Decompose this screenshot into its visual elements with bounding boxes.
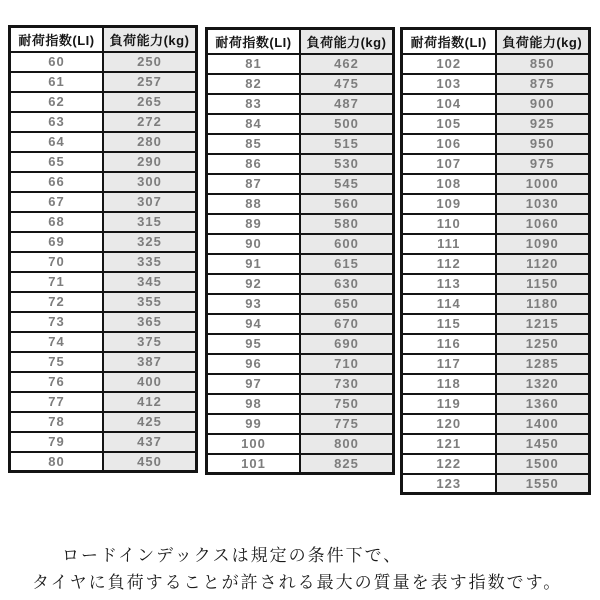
table-row (207, 314, 394, 334)
load-capacity-cell: 875 (496, 74, 590, 94)
load-capacity-cell: 850 (496, 54, 590, 74)
table-row (207, 134, 394, 154)
load-capacity-cell: 315 (103, 212, 197, 232)
column-header-load-capacity: 負荷能力(kg) (300, 29, 394, 54)
load-capacity-cell: 1090 (496, 234, 590, 254)
load-index-cell: 117 (402, 354, 496, 374)
load-capacity-cell: 437 (103, 432, 197, 452)
load-index-cell: 108 (402, 174, 496, 194)
table-row (402, 354, 590, 374)
load-index-cell: 61 (10, 72, 104, 92)
load-capacity-cell: 1550 (496, 474, 590, 494)
load-index-cell: 67 (10, 192, 104, 212)
load-index-cell: 89 (207, 214, 301, 234)
load-index-cell: 110 (402, 214, 496, 234)
load-index-cell: 72 (10, 292, 104, 312)
table-row (207, 94, 394, 114)
load-capacity-cell: 1360 (496, 394, 590, 414)
load-index-cell: 68 (10, 212, 104, 232)
load-index-cell: 84 (207, 114, 301, 134)
load-index-cell: 60 (10, 52, 104, 72)
caption-line-1: ロードインデックスは規定の条件下で、 (62, 546, 403, 565)
column-header-load-index: 耐荷指数(LI) (10, 27, 104, 52)
load-capacity-cell: 325 (103, 232, 197, 252)
load-capacity-cell: 825 (300, 454, 394, 474)
table-row (207, 274, 394, 294)
table-row (10, 452, 197, 472)
table-row (402, 294, 590, 314)
load-index-cell: 70 (10, 252, 104, 272)
load-capacity-cell: 475 (300, 74, 394, 94)
load-index-table-81-101 (205, 27, 395, 475)
load-index-cell: 106 (402, 134, 496, 154)
load-capacity-cell: 450 (103, 452, 197, 472)
table-row (402, 274, 590, 294)
load-index-cell: 78 (10, 412, 104, 432)
load-capacity-cell: 1000 (496, 174, 590, 194)
table-row (10, 372, 197, 392)
load-capacity-cell: 925 (496, 114, 590, 134)
load-index-cell: 92 (207, 274, 301, 294)
load-index-cell: 102 (402, 54, 496, 74)
table-row (10, 332, 197, 352)
load-capacity-cell: 365 (103, 312, 197, 332)
load-index-cell: 91 (207, 254, 301, 274)
load-index-cell: 77 (10, 392, 104, 412)
load-index-cell: 93 (207, 294, 301, 314)
load-capacity-cell: 710 (300, 354, 394, 374)
load-index-cell: 88 (207, 194, 301, 214)
caption (0, 542, 600, 596)
table-row (10, 112, 197, 132)
table-row (207, 354, 394, 374)
load-capacity-cell: 690 (300, 334, 394, 354)
load-capacity-cell: 775 (300, 414, 394, 434)
load-capacity-cell: 1215 (496, 314, 590, 334)
load-index-cell: 71 (10, 272, 104, 292)
load-capacity-cell: 950 (496, 134, 590, 154)
load-index-cell: 95 (207, 334, 301, 354)
load-index-cell: 64 (10, 132, 104, 152)
load-capacity-cell: 300 (103, 172, 197, 192)
load-capacity-cell: 265 (103, 92, 197, 112)
load-capacity-cell: 630 (300, 274, 394, 294)
load-capacity-cell: 250 (103, 52, 197, 72)
load-capacity-cell: 345 (103, 272, 197, 292)
load-capacity-cell: 487 (300, 94, 394, 114)
table-row (207, 434, 394, 454)
load-capacity-cell: 335 (103, 252, 197, 272)
table-row (10, 292, 197, 312)
table-row (10, 412, 197, 432)
load-index-cell: 82 (207, 74, 301, 94)
load-capacity-cell: 1250 (496, 334, 590, 354)
load-capacity-cell: 615 (300, 254, 394, 274)
load-index-cell: 66 (10, 172, 104, 192)
column-header-load-capacity: 負荷能力(kg) (496, 29, 590, 54)
table-row (207, 234, 394, 254)
table-row (402, 394, 590, 414)
table-row (10, 52, 197, 72)
load-capacity-cell: 1060 (496, 214, 590, 234)
load-index-cell: 85 (207, 134, 301, 154)
load-index-cell: 63 (10, 112, 104, 132)
load-capacity-cell: 750 (300, 394, 394, 414)
load-index-cell: 75 (10, 352, 104, 372)
table-row (207, 334, 394, 354)
load-capacity-cell: 1030 (496, 194, 590, 214)
load-index-cell: 86 (207, 154, 301, 174)
table-row (402, 474, 590, 494)
header-row (10, 27, 197, 52)
table-row (10, 72, 197, 92)
load-index-cell: 94 (207, 314, 301, 334)
load-capacity-cell: 387 (103, 352, 197, 372)
load-index-cell: 79 (10, 432, 104, 452)
table-row (402, 314, 590, 334)
load-index-cell: 112 (402, 254, 496, 274)
load-index-cell: 101 (207, 454, 301, 474)
table-row (10, 392, 197, 412)
table-row (207, 194, 394, 214)
load-capacity-cell: 1285 (496, 354, 590, 374)
load-index-cell: 98 (207, 394, 301, 414)
table-row (207, 74, 394, 94)
load-index-cell: 90 (207, 234, 301, 254)
load-capacity-cell: 280 (103, 132, 197, 152)
table-row (207, 174, 394, 194)
load-index-cell: 100 (207, 434, 301, 454)
load-capacity-cell: 1150 (496, 274, 590, 294)
table-row (10, 432, 197, 452)
load-capacity-cell: 515 (300, 134, 394, 154)
load-capacity-cell: 257 (103, 72, 197, 92)
table-row (10, 132, 197, 152)
table-row (10, 192, 197, 212)
column-header-load-capacity: 負荷能力(kg) (103, 27, 197, 52)
load-index-cell: 107 (402, 154, 496, 174)
table-row (10, 272, 197, 292)
table-row (402, 234, 590, 254)
load-capacity-cell: 1450 (496, 434, 590, 454)
load-index-cell: 69 (10, 232, 104, 252)
load-capacity-cell: 355 (103, 292, 197, 312)
table-row (402, 414, 590, 434)
load-capacity-cell: 560 (300, 194, 394, 214)
load-index-cell: 105 (402, 114, 496, 134)
load-capacity-cell: 272 (103, 112, 197, 132)
load-index-cell: 115 (402, 314, 496, 334)
table-row (207, 394, 394, 414)
load-capacity-cell: 530 (300, 154, 394, 174)
load-index-cell: 99 (207, 414, 301, 434)
load-index-cell: 103 (402, 74, 496, 94)
table-row (402, 254, 590, 274)
table-row (207, 214, 394, 234)
load-capacity-cell: 800 (300, 434, 394, 454)
table-row (402, 374, 590, 394)
load-capacity-cell: 1180 (496, 294, 590, 314)
column-header-load-index: 耐荷指数(LI) (402, 29, 496, 54)
load-capacity-cell: 375 (103, 332, 197, 352)
table-row (402, 334, 590, 354)
table-row (10, 152, 197, 172)
load-index-cell: 109 (402, 194, 496, 214)
header-row (207, 29, 394, 54)
table-row (207, 114, 394, 134)
table-row (402, 54, 590, 74)
load-capacity-cell: 425 (103, 412, 197, 432)
load-index-cell: 123 (402, 474, 496, 494)
load-index-cell: 113 (402, 274, 496, 294)
table-row (207, 254, 394, 274)
load-index-cell: 118 (402, 374, 496, 394)
table-row (402, 214, 590, 234)
load-capacity-cell: 1400 (496, 414, 590, 434)
load-capacity-cell: 730 (300, 374, 394, 394)
load-capacity-cell: 400 (103, 372, 197, 392)
load-index-cell: 87 (207, 174, 301, 194)
load-index-cell: 122 (402, 454, 496, 474)
load-capacity-cell: 462 (300, 54, 394, 74)
table-row (207, 374, 394, 394)
load-index-cell: 114 (402, 294, 496, 314)
table-row (10, 232, 197, 252)
load-index-cell: 119 (402, 394, 496, 414)
load-index-cell: 120 (402, 414, 496, 434)
table-row (402, 174, 590, 194)
load-index-cell: 81 (207, 54, 301, 74)
table-row (402, 154, 590, 174)
table-row (207, 294, 394, 314)
caption-line-2: タイヤに負荷することが許される最大の質量を表す指数です。 (32, 573, 563, 592)
load-capacity-cell: 1500 (496, 454, 590, 474)
table-row (402, 194, 590, 214)
table-row (10, 172, 197, 192)
table-row (207, 414, 394, 434)
load-capacity-cell: 307 (103, 192, 197, 212)
table-row (10, 312, 197, 332)
load-index-cell: 62 (10, 92, 104, 112)
table-row (10, 212, 197, 232)
table-row (402, 454, 590, 474)
load-capacity-cell: 975 (496, 154, 590, 174)
load-index-cell: 80 (10, 452, 104, 472)
table-row (402, 114, 590, 134)
load-index-cell: 96 (207, 354, 301, 374)
load-capacity-cell: 900 (496, 94, 590, 114)
load-index-cell: 76 (10, 372, 104, 392)
load-capacity-cell: 290 (103, 152, 197, 172)
load-capacity-cell: 600 (300, 234, 394, 254)
table-row (402, 434, 590, 454)
column-header-load-index: 耐荷指数(LI) (207, 29, 301, 54)
table-row (402, 134, 590, 154)
load-capacity-cell: 1320 (496, 374, 590, 394)
table-row (10, 352, 197, 372)
load-index-cell: 73 (10, 312, 104, 332)
load-index-table-102-123 (400, 27, 591, 495)
load-capacity-cell: 580 (300, 214, 394, 234)
table-row (207, 154, 394, 174)
table-row (10, 252, 197, 272)
table-row (207, 454, 394, 474)
load-index-cell: 116 (402, 334, 496, 354)
load-capacity-cell: 670 (300, 314, 394, 334)
load-capacity-cell: 650 (300, 294, 394, 314)
table-row (402, 74, 590, 94)
load-index-cell: 97 (207, 374, 301, 394)
load-index-cell: 83 (207, 94, 301, 114)
header-row (402, 29, 590, 54)
load-index-cell: 111 (402, 234, 496, 254)
load-index-cell: 104 (402, 94, 496, 114)
table-row (207, 54, 394, 74)
load-capacity-cell: 500 (300, 114, 394, 134)
load-capacity-cell: 545 (300, 174, 394, 194)
table-row (10, 92, 197, 112)
table-row (402, 94, 590, 114)
load-index-cell: 65 (10, 152, 104, 172)
load-capacity-cell: 412 (103, 392, 197, 412)
load-index-cell: 74 (10, 332, 104, 352)
load-capacity-cell: 1120 (496, 254, 590, 274)
load-index-table-60-80 (8, 25, 198, 473)
load-index-cell: 121 (402, 434, 496, 454)
